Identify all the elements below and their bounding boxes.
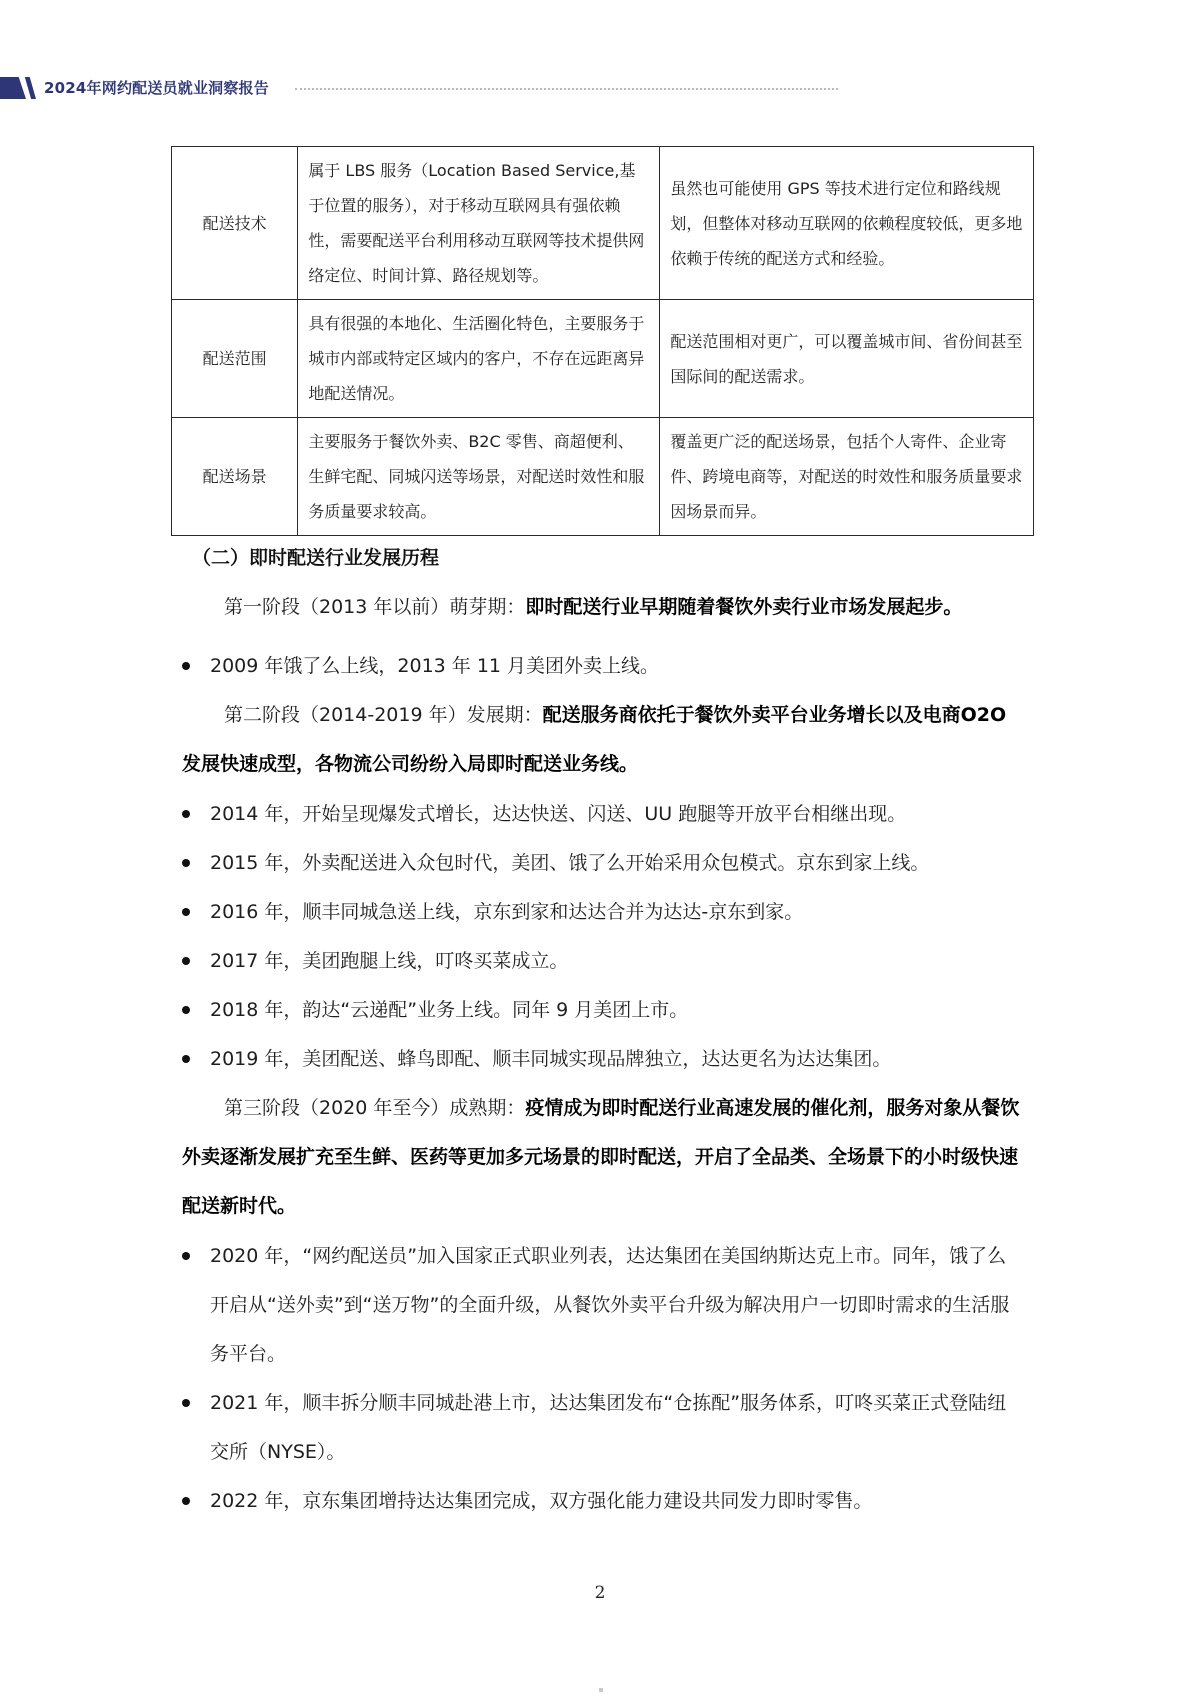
list-item	[182, 1232, 1024, 1379]
stage-paragraph	[182, 691, 1024, 789]
report-header	[0, 74, 840, 100]
list-item	[182, 937, 1024, 986]
list-item	[182, 1477, 1024, 1526]
page-mark	[599, 1688, 603, 1692]
stage-paragraph	[182, 1084, 1024, 1231]
bullet-icon	[182, 859, 190, 867]
header-dotted-rule	[295, 88, 838, 90]
list-item-text: 2020 年，“网约配送员”加入国家正式职业列表，达达集团在美国纳斯达克上市。同年，饿了么开启从“送外卖”到“送万物”的全面升级，从餐饮外卖平台升级为解决用户一切即时需求的生活服务平台。	[210, 1245, 1010, 1365]
list-item	[182, 1035, 1024, 1084]
report-title: 2024年网约配送员就业洞察报告	[44, 79, 269, 97]
list-item	[182, 1379, 1024, 1477]
page-number: 2	[594, 1583, 606, 1603]
list-item	[182, 986, 1024, 1035]
comparison-table	[171, 146, 1034, 536]
list-item-text: 2019 年，美团配送、蜂鸟即配、顺丰同城实现品牌独立，达达更名为达达集团。	[210, 1048, 892, 1070]
list-item-text: 2014 年，开始呈现爆发式增长，达达快送、闪送、UU 跑腿等开放平台相继出现。	[210, 803, 907, 825]
table-row	[172, 147, 1034, 300]
stage-prefix: 第二阶段（2014-2019 年）发展期：	[224, 704, 543, 726]
bullet-icon	[182, 1399, 190, 1407]
row-label: 配送范围	[172, 300, 298, 418]
instant-delivery-cell: 属于 LBS 服务（Location Based Service,基于位置的服务），对于移动互联网具有强依赖性，需要配送平台利用移动互联网等技术提供网络定位、时间计算、路径规划等。	[298, 147, 660, 300]
traditional-delivery-cell: 虽然也可能使用 GPS 等技术进行定位和路线规划，但整体对移动互联网的依赖程度较低，更多地依赖于传统的配送方式和经验。	[660, 147, 1034, 300]
stage-paragraph	[182, 583, 1024, 632]
bullet-icon	[182, 1252, 190, 1260]
bullet-icon	[182, 662, 190, 670]
stage-summary: 疫情成为即时配送行业高速发展的催化剂，服务对象从餐饮外卖逐渐发展扩充至生鲜、医药等更加多元场景的即时配送，开启了全品类、全场景下的小时级快速配送新时代。	[182, 1097, 1020, 1217]
table-row	[172, 418, 1034, 536]
list-item-text: 2016 年，顺丰同城急送上线，京东到家和达达合并为达达-京东到家。	[210, 901, 804, 923]
list-item-text: 2021 年，顺丰拆分顺丰同城赴港上市，达达集团发布“仓拣配”服务体系，叮咚买菜正式登陆纽交所（NYSE）。	[210, 1392, 1007, 1463]
list-item-text: 2017 年，美团跑腿上线，叮咚买菜成立。	[210, 950, 569, 972]
stage-prefix: 第一阶段（2013 年以前）萌芽期：	[224, 596, 526, 618]
stage-summary: 配送服务商依托于餐饮外卖平台业务增长以及电商O2O 发展快速成型，各物流公司纷纷入局即时配送业务线。	[182, 704, 1007, 775]
bullet-icon	[182, 1055, 190, 1063]
stage-prefix: 第三阶段（2020 年至今）成熟期：	[224, 1097, 526, 1119]
row-label: 配送场景	[172, 418, 298, 536]
bullet-icon	[182, 957, 190, 965]
bullet-icon	[182, 908, 190, 916]
instant-delivery-cell: 主要服务于餐饮外卖、B2C 零售、商超便利、生鲜宅配、同城闪送等场景，对配送时效性和服务质量要求较高。	[298, 418, 660, 536]
list-item	[182, 888, 1024, 937]
table-row	[172, 300, 1034, 418]
list-item	[182, 839, 1024, 888]
bullet-icon	[182, 810, 190, 818]
logo-bar-icon	[0, 77, 26, 99]
bullet-icon	[182, 1006, 190, 1014]
traditional-delivery-cell: 覆盖更广泛的配送场景，包括个人寄件、企业寄件、跨境电商等，对配送的时效性和服务质量要求因场景而异。	[660, 418, 1034, 536]
list-item-text: 2018 年，韵达“云递配”业务上线。同年 9 月美团上市。	[210, 999, 689, 1021]
list-item	[182, 790, 1024, 839]
list-item-text: 2015 年，外卖配送进入众包时代，美团、饿了么开始采用众包模式。京东到家上线。	[210, 852, 930, 874]
list-item	[182, 642, 1024, 691]
row-label: 配送技术	[172, 147, 298, 300]
traditional-delivery-cell: 配送范围相对更广，可以覆盖城市间、省份间甚至国际间的配送需求。	[660, 300, 1034, 418]
list-item-text: 2022 年，京东集团增持达达集团完成，双方强化能力建设共同发力即时零售。	[210, 1490, 873, 1512]
instant-delivery-cell: 具有很强的本地化、生活圈化特色，主要服务于城市内部或特定区域内的客户，不存在远距离异地配送情况。	[298, 300, 660, 418]
section-heading: （二）即时配送行业发展历程	[192, 547, 440, 569]
bullet-icon	[182, 1497, 190, 1505]
list-item-text: 2009 年饿了么上线，2013 年 11 月美团外卖上线。	[210, 655, 660, 677]
stage-summary: 即时配送行业早期随着餐饮外卖行业市场发展起步。	[525, 596, 963, 618]
